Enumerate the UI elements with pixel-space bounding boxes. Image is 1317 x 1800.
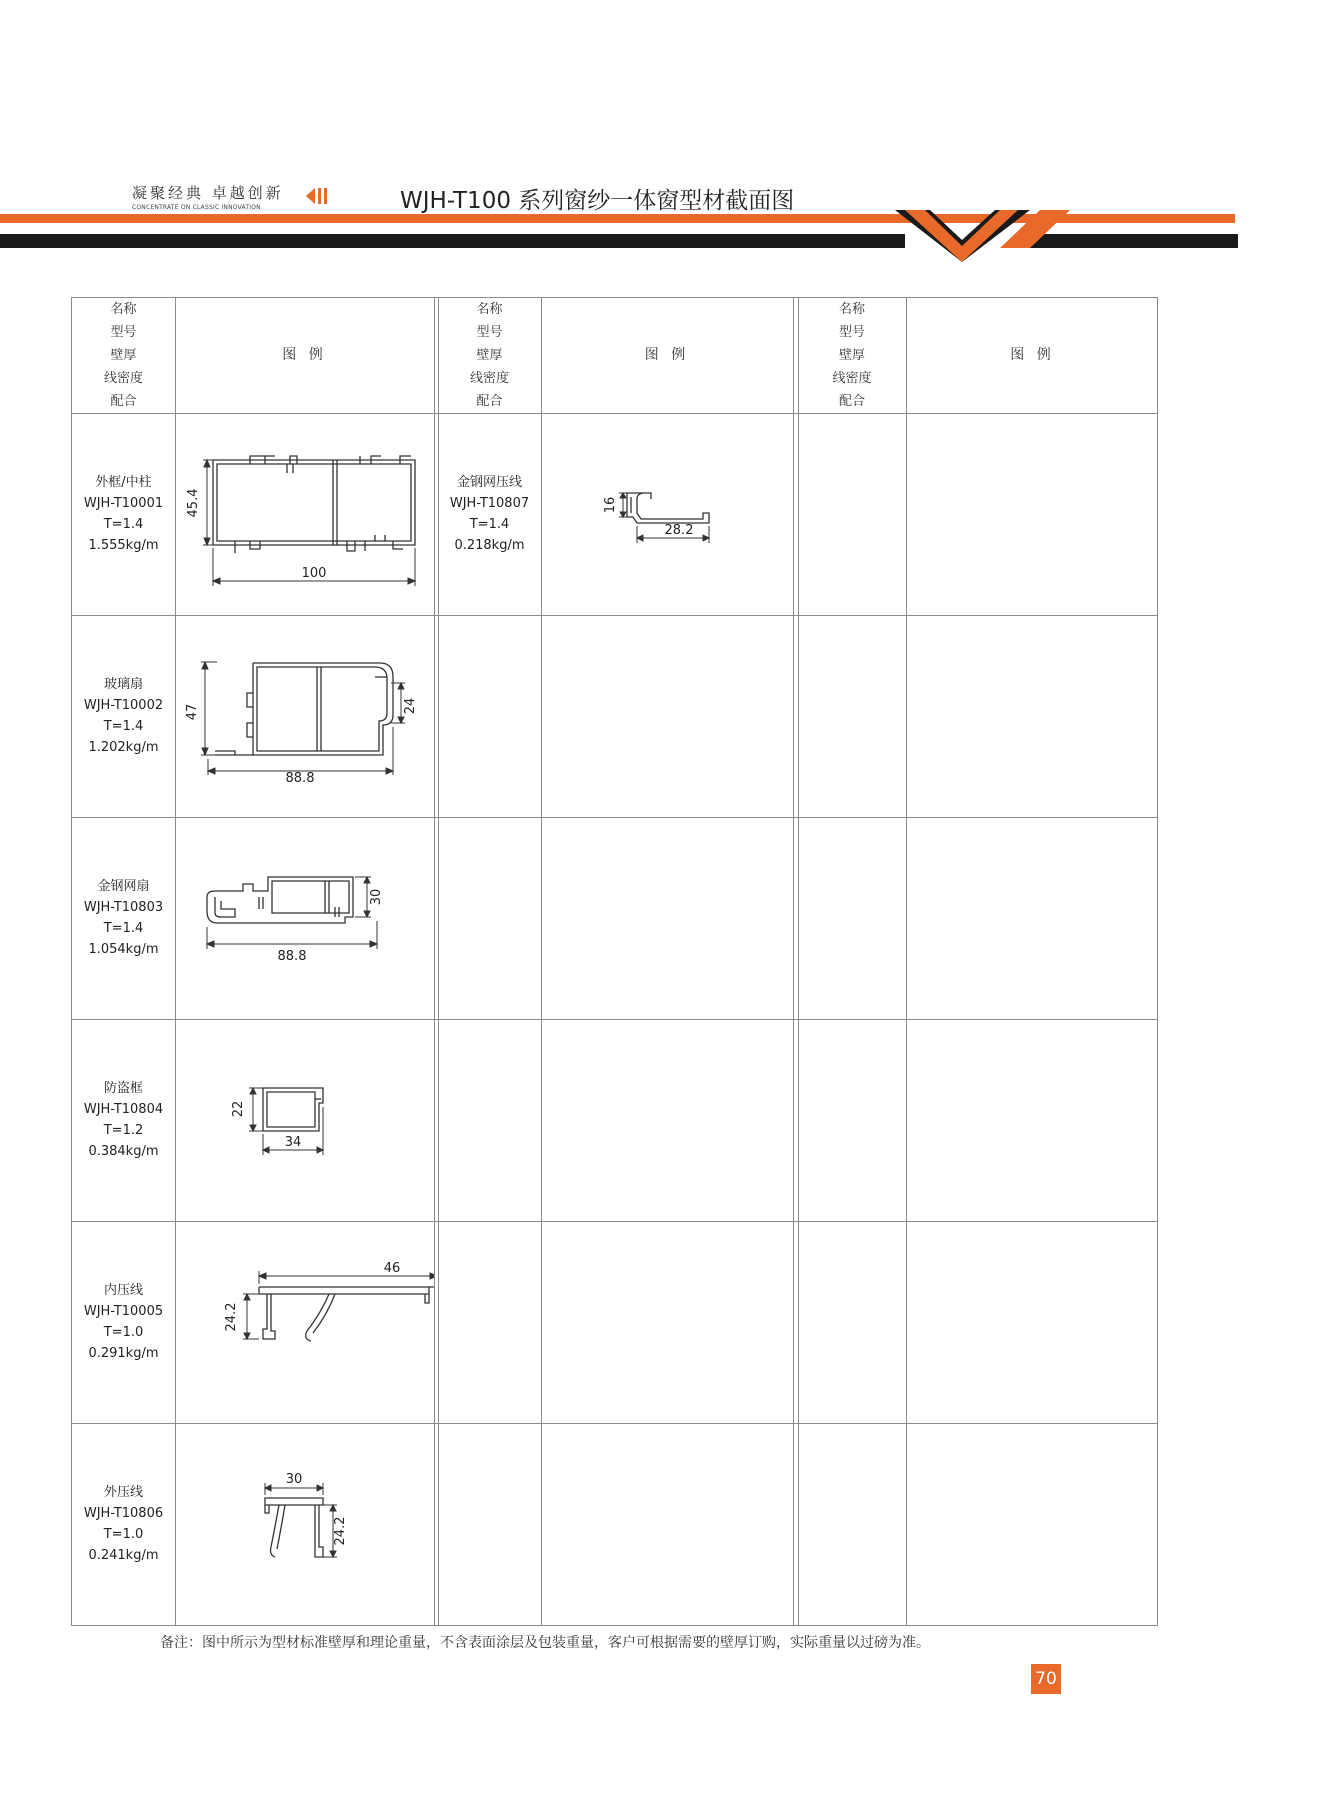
profile-model: WJH-T10005 bbox=[83, 1304, 164, 1319]
profile-info-t10803 bbox=[72, 817, 175, 1019]
profile-model: WJH-T10806 bbox=[83, 1506, 164, 1521]
slogan bbox=[132, 182, 284, 211]
header-model: 型号 bbox=[110, 325, 137, 340]
header-legend-3: 图 例 bbox=[1010, 347, 1055, 363]
profile-model: WJH-T10807 bbox=[449, 496, 530, 511]
header-model: 型号 bbox=[838, 325, 865, 340]
dim-height: 24.2 bbox=[333, 1516, 348, 1546]
header-name: 名称 bbox=[110, 302, 137, 317]
profile-info-t10807 bbox=[438, 413, 541, 615]
profile-name: 防盗框 bbox=[103, 1081, 143, 1096]
profile-name: 玻璃扇 bbox=[103, 677, 143, 692]
header-fit: 配合 bbox=[838, 394, 865, 409]
dim-width: 28.2 bbox=[664, 523, 694, 538]
slogan-chinese: 凝聚经典 卓越创新 bbox=[132, 184, 284, 202]
profile-drawing-t10002 bbox=[175, 615, 434, 821]
dim-inner: 24 bbox=[403, 697, 418, 715]
profile-info-t10804 bbox=[72, 1019, 175, 1221]
profile-model: WJH-T10002 bbox=[83, 698, 164, 713]
header-name: 名称 bbox=[838, 302, 865, 317]
header-density: 线密度 bbox=[832, 371, 872, 386]
profile-density: 1.202kg/m bbox=[88, 740, 159, 755]
page-number: 70 bbox=[1031, 1664, 1061, 1694]
header-thickness: 壁厚 bbox=[838, 348, 865, 363]
profile-name: 金钢网压线 bbox=[456, 475, 522, 490]
header-legend-2: 图 例 bbox=[644, 347, 690, 363]
dim-width: 34 bbox=[284, 1135, 302, 1150]
profile-table bbox=[71, 297, 1158, 1626]
header-labels-2 bbox=[438, 298, 541, 413]
profile-density: 0.241kg/m bbox=[88, 1548, 159, 1563]
profile-drawing-t10807 bbox=[541, 413, 793, 619]
slogan-arrow-icon bbox=[306, 186, 330, 210]
dim-width: 88.8 bbox=[285, 771, 315, 786]
dim-height: 24.2 bbox=[224, 1302, 239, 1332]
header-density: 线密度 bbox=[103, 371, 143, 386]
header-density: 线密度 bbox=[469, 371, 509, 386]
profile-model: WJH-T10001 bbox=[83, 496, 164, 511]
header-labels-3 bbox=[798, 298, 906, 413]
header-thickness: 壁厚 bbox=[476, 348, 503, 363]
dim-width: 88.8 bbox=[277, 949, 307, 964]
dim-width: 46 bbox=[383, 1261, 401, 1276]
profile-density: 0.384kg/m bbox=[88, 1144, 159, 1159]
dim-width: 100 bbox=[301, 566, 327, 581]
dim-width: 30 bbox=[285, 1472, 303, 1487]
profile-thickness: T=1.4 bbox=[469, 517, 510, 532]
page-title: WJH-T100 系列窗纱一体窗型材截面图 bbox=[400, 188, 795, 214]
dim-height: 47 bbox=[185, 703, 200, 721]
profile-model: WJH-T10803 bbox=[83, 900, 164, 915]
profile-model: WJH-T10804 bbox=[83, 1102, 164, 1117]
header-name: 名称 bbox=[476, 302, 503, 317]
profile-thickness: T=1.4 bbox=[103, 517, 144, 532]
header-fit: 配合 bbox=[110, 394, 137, 409]
profile-name: 金钢网扇 bbox=[97, 879, 150, 894]
dim-height: 16 bbox=[603, 496, 618, 514]
profile-thickness: T=1.4 bbox=[103, 719, 144, 734]
profile-drawing-t10005 bbox=[175, 1221, 434, 1427]
profile-drawing-t10001 bbox=[175, 413, 434, 619]
profile-density: 0.218kg/m bbox=[454, 538, 525, 553]
profile-info-t10001 bbox=[72, 413, 175, 615]
profile-thickness: T=1.0 bbox=[103, 1527, 144, 1542]
profile-info-t10806 bbox=[72, 1423, 175, 1625]
slogan-english: CONCENTRATE ON CLASSIC INNOVATION bbox=[132, 204, 261, 211]
profile-info-t10002 bbox=[72, 615, 175, 817]
profile-name: 外框/中柱 bbox=[95, 475, 152, 490]
profile-name: 内压线 bbox=[103, 1283, 143, 1298]
profile-thickness: T=1.0 bbox=[103, 1325, 144, 1340]
profile-drawing-t10806 bbox=[175, 1423, 434, 1629]
profile-name: 外压线 bbox=[103, 1485, 143, 1500]
header-fit: 配合 bbox=[476, 394, 503, 409]
profile-thickness: T=1.2 bbox=[103, 1123, 144, 1138]
profile-drawing-t10804 bbox=[175, 1019, 434, 1225]
profile-density: 1.054kg/m bbox=[88, 942, 159, 957]
footer-note: 备注：图中所示为型材标准壁厚和理论重量，不含表面涂层及包装重量，客户可根据需要的壁厚订购，实际重量以过磅为准。 bbox=[160, 1635, 930, 1651]
profile-thickness: T=1.4 bbox=[103, 921, 144, 936]
profile-density: 1.555kg/m bbox=[88, 538, 159, 553]
header-legend-1: 图 例 bbox=[282, 347, 327, 363]
profile-density: 0.291kg/m bbox=[88, 1346, 159, 1361]
profile-info-t10005 bbox=[72, 1221, 175, 1423]
header-thickness: 壁厚 bbox=[110, 348, 137, 363]
header-band bbox=[0, 210, 1317, 274]
dim-height: 45.4 bbox=[186, 488, 201, 518]
profile-drawing-t10803 bbox=[175, 817, 434, 1023]
dim-height: 30 bbox=[369, 888, 384, 906]
header-labels-1 bbox=[72, 298, 175, 413]
dim-height: 22 bbox=[231, 1100, 246, 1118]
header-model: 型号 bbox=[476, 325, 503, 340]
